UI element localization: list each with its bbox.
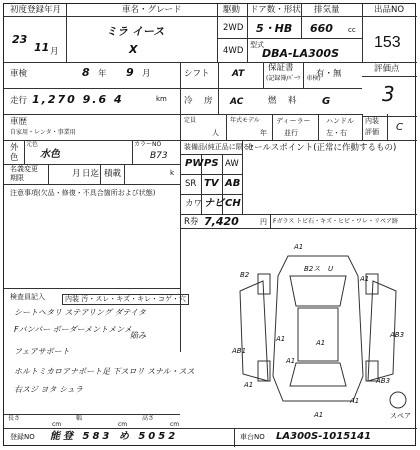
evaluation-score: 3 bbox=[382, 82, 395, 106]
sales-point-label: セールスポイント(正常に作動するもの) bbox=[246, 143, 397, 153]
width-label: 幅 bbox=[76, 415, 83, 422]
note-line-4: ホルトミカロアナポート足 下スロリ スナル・スス bbox=[14, 367, 195, 376]
ext-label-color: 色 bbox=[10, 153, 19, 163]
first-reg-month: 11 bbox=[34, 41, 50, 54]
divider bbox=[4, 114, 362, 115]
deadline-month: 月 bbox=[72, 169, 81, 179]
damage-mark-right-front: A1 bbox=[360, 275, 370, 283]
divider bbox=[4, 184, 180, 185]
model-value: DBA-LA300S bbox=[262, 47, 339, 60]
option-tv: TV bbox=[204, 178, 219, 189]
divider bbox=[4, 88, 362, 89]
width-unit: cm bbox=[118, 421, 128, 428]
damage-mark-rear-left: A1 bbox=[244, 381, 254, 389]
divider bbox=[4, 288, 180, 289]
damage-mark-center: A1 bbox=[276, 335, 286, 343]
recycle-label: R券 bbox=[184, 217, 199, 227]
fuel-value: G bbox=[322, 96, 331, 107]
model-label: 型式 bbox=[250, 41, 264, 49]
rear-window bbox=[290, 363, 346, 386]
chassis-label: 車台NO bbox=[240, 433, 265, 441]
handle-lr: 左・右 bbox=[326, 129, 347, 137]
drive-4wd: 4WD bbox=[223, 46, 244, 56]
car-damage-diagram bbox=[218, 236, 418, 416]
ext-label-outer: 外 bbox=[10, 143, 19, 153]
divider bbox=[180, 194, 242, 195]
shift-label: シフト bbox=[184, 69, 210, 79]
loading-label: 積載 bbox=[104, 169, 122, 179]
damage-mark-ab1: AB1 bbox=[232, 347, 247, 355]
note-line-1: シートヘタリ ステアリング ダテイタ bbox=[14, 308, 146, 317]
registration-number: 能登 583 め 5052 bbox=[50, 431, 179, 442]
divider bbox=[124, 164, 125, 184]
divider bbox=[180, 62, 181, 114]
note-line-5: 右スジ ヨタ シュラ bbox=[14, 385, 83, 394]
height-unit: cm bbox=[170, 421, 180, 428]
option-navi: ナビ bbox=[204, 198, 224, 209]
ac-label-room: 房 bbox=[204, 96, 213, 106]
damage-mark-lower: A1 bbox=[286, 357, 296, 365]
name-change-label: 名義変更 bbox=[10, 165, 38, 173]
ac-label-cold: 冷 bbox=[184, 96, 193, 106]
recycle-fee: 7,420 bbox=[204, 215, 239, 228]
damage-mark-b2-left: B2 bbox=[240, 271, 250, 279]
damage-mark-ab3: AB3 bbox=[390, 331, 405, 339]
length-unit: cm bbox=[52, 421, 62, 428]
damage-mark-rear: A1 bbox=[314, 411, 324, 419]
grade: X bbox=[129, 43, 138, 56]
divider bbox=[180, 228, 417, 229]
windshield bbox=[290, 276, 346, 306]
warranty-label: 保証書 bbox=[268, 63, 294, 73]
shift-value: AT bbox=[232, 69, 245, 79]
divider bbox=[132, 140, 133, 164]
divider bbox=[263, 62, 264, 88]
registration-label: 登録NO bbox=[10, 433, 35, 441]
divider bbox=[387, 114, 388, 140]
divider bbox=[242, 140, 243, 214]
equipment-label: 装備品(純正品に限る) bbox=[184, 143, 253, 151]
interior-grade: C bbox=[396, 122, 403, 133]
deadline-date: 日迄 bbox=[82, 169, 100, 179]
handle-label: ハンドル bbox=[326, 117, 354, 125]
displacement-value: 660 bbox=[310, 22, 333, 35]
option-aw: AW bbox=[225, 159, 239, 169]
orig-color-label: 元色 bbox=[26, 141, 39, 148]
warranty-sub-label: (記録簿/ﾊﾟｰﾂ・車検) bbox=[266, 75, 321, 82]
exterior-color: 水色 bbox=[40, 149, 60, 160]
history-sub-label: 自家用・レンタ・事業用 bbox=[10, 129, 76, 136]
drive-label: 駆動 bbox=[223, 5, 241, 15]
divider bbox=[180, 140, 181, 352]
option-ch: CH bbox=[225, 198, 241, 209]
divider bbox=[4, 428, 417, 429]
auction-inspection-sheet bbox=[3, 3, 416, 446]
length-label: 長さ bbox=[8, 415, 21, 422]
month-unit: 月 bbox=[50, 47, 59, 57]
fuel-label-2: 料 bbox=[288, 96, 297, 106]
drive-2wd: 2WD bbox=[223, 23, 244, 33]
divider bbox=[48, 164, 49, 184]
divider bbox=[4, 62, 417, 63]
option-sr: SR bbox=[185, 179, 197, 189]
interior-label-1: 内装 bbox=[365, 117, 379, 125]
chassis-number: LA300S-1015141 bbox=[276, 431, 372, 442]
interior-label-2: 評価 bbox=[365, 128, 379, 136]
mileage-value: 1,270 9.6 4 bbox=[32, 93, 124, 106]
damage-mark-b2-hood: B2ス bbox=[304, 265, 321, 273]
divider bbox=[362, 114, 363, 140]
roof bbox=[298, 308, 338, 361]
displacement-label: 排気量 bbox=[314, 5, 340, 15]
color-no-label: カラーNO bbox=[134, 141, 162, 148]
first-registration-label: 初度登録年月 bbox=[10, 5, 62, 15]
divider bbox=[180, 174, 242, 175]
divider bbox=[247, 4, 248, 62]
car-name-grade-label: 車名・グレード bbox=[122, 5, 182, 15]
loading-unit: k bbox=[170, 169, 175, 177]
first-reg-year: 23 bbox=[12, 33, 28, 46]
fuel-label-1: 燃 bbox=[268, 96, 277, 106]
car-body-outline bbox=[273, 256, 363, 401]
model-year-label: 年式モデル bbox=[230, 117, 260, 124]
inspect-items: 内装 汚・スレ・キズ・キレ・コゲ・穴 bbox=[62, 294, 189, 305]
door-shape-label: ドア数・形状 bbox=[250, 5, 301, 15]
inspection-label: 車検 bbox=[10, 69, 28, 79]
left-side bbox=[240, 281, 268, 381]
option-kawa: カワ bbox=[185, 199, 203, 209]
lot-number: 153 bbox=[374, 34, 401, 51]
option-pw: PW bbox=[185, 158, 204, 169]
mileage-unit: km bbox=[156, 95, 167, 103]
inspection-day: 9 bbox=[126, 66, 134, 79]
inspector-label: 検査員記入 bbox=[10, 293, 45, 301]
divider bbox=[218, 62, 219, 114]
divider bbox=[217, 4, 218, 62]
color-code: B73 bbox=[150, 151, 168, 161]
parallel-label: 並行 bbox=[284, 129, 298, 137]
divider bbox=[270, 214, 271, 228]
divider bbox=[180, 154, 242, 155]
recycle-yen: 円 bbox=[260, 218, 267, 226]
divider bbox=[66, 4, 67, 62]
capacity-label: 定員 bbox=[184, 117, 197, 124]
dealer-label: ディーラー bbox=[276, 117, 311, 125]
mileage-label: 走行 bbox=[10, 96, 28, 106]
inspection-month: 8 bbox=[82, 66, 90, 79]
spare-tire bbox=[390, 392, 406, 408]
model-year-unit: 年 bbox=[260, 129, 267, 137]
ac-value: AC bbox=[230, 97, 244, 107]
divider bbox=[100, 164, 101, 184]
divider bbox=[226, 114, 227, 140]
inspection-day-unit: 月 bbox=[142, 69, 151, 79]
divider bbox=[24, 140, 25, 164]
divider bbox=[4, 140, 417, 141]
note-line-2-extra: 陥み bbox=[130, 331, 146, 340]
glass-line: Fガラス トビ石・キズ・ヒビ・ワレ・リペア跡 bbox=[273, 218, 398, 225]
lot-number-label: 出品NO bbox=[374, 5, 405, 15]
car-name: ミラ イース bbox=[106, 25, 165, 38]
option-ps: PS bbox=[204, 158, 219, 169]
divider bbox=[301, 4, 302, 38]
damage-mark-center-2: A1 bbox=[316, 339, 326, 347]
height-label: 高さ bbox=[142, 415, 155, 422]
damage-mark-ab3-rear: AB3 bbox=[376, 377, 391, 385]
divider bbox=[234, 428, 235, 447]
damage-mark-u: U bbox=[328, 265, 334, 273]
door-shape-value: 5・HB bbox=[256, 22, 293, 35]
evaluation-label: 評価点 bbox=[374, 64, 400, 74]
divider bbox=[217, 38, 362, 39]
capacity-unit: 人 bbox=[212, 129, 219, 137]
cc-unit: cc bbox=[348, 26, 356, 34]
spare-label: スペア bbox=[390, 412, 411, 420]
divider bbox=[362, 4, 363, 62]
note-line-2: Fバンパー ボーダーメントメンメ bbox=[14, 325, 132, 334]
history-label: 車歴 bbox=[10, 117, 28, 127]
warranty-yes-no: 有・無 bbox=[316, 69, 342, 79]
divider bbox=[272, 114, 273, 140]
option-ab: AB bbox=[225, 178, 241, 189]
note-line-3: フェアサポート bbox=[14, 347, 70, 356]
divider bbox=[180, 114, 181, 140]
inspection-month-unit: 年 bbox=[98, 69, 107, 79]
deadline-label: 期限 bbox=[10, 174, 24, 182]
damage-mark-rear-right: A1 bbox=[350, 397, 360, 405]
divider bbox=[318, 114, 319, 140]
damage-mark-front: A1 bbox=[294, 243, 304, 251]
divider bbox=[362, 76, 417, 77]
notes-label: 注意事項(欠品・修復・不具合箇所および状態) bbox=[10, 189, 156, 197]
